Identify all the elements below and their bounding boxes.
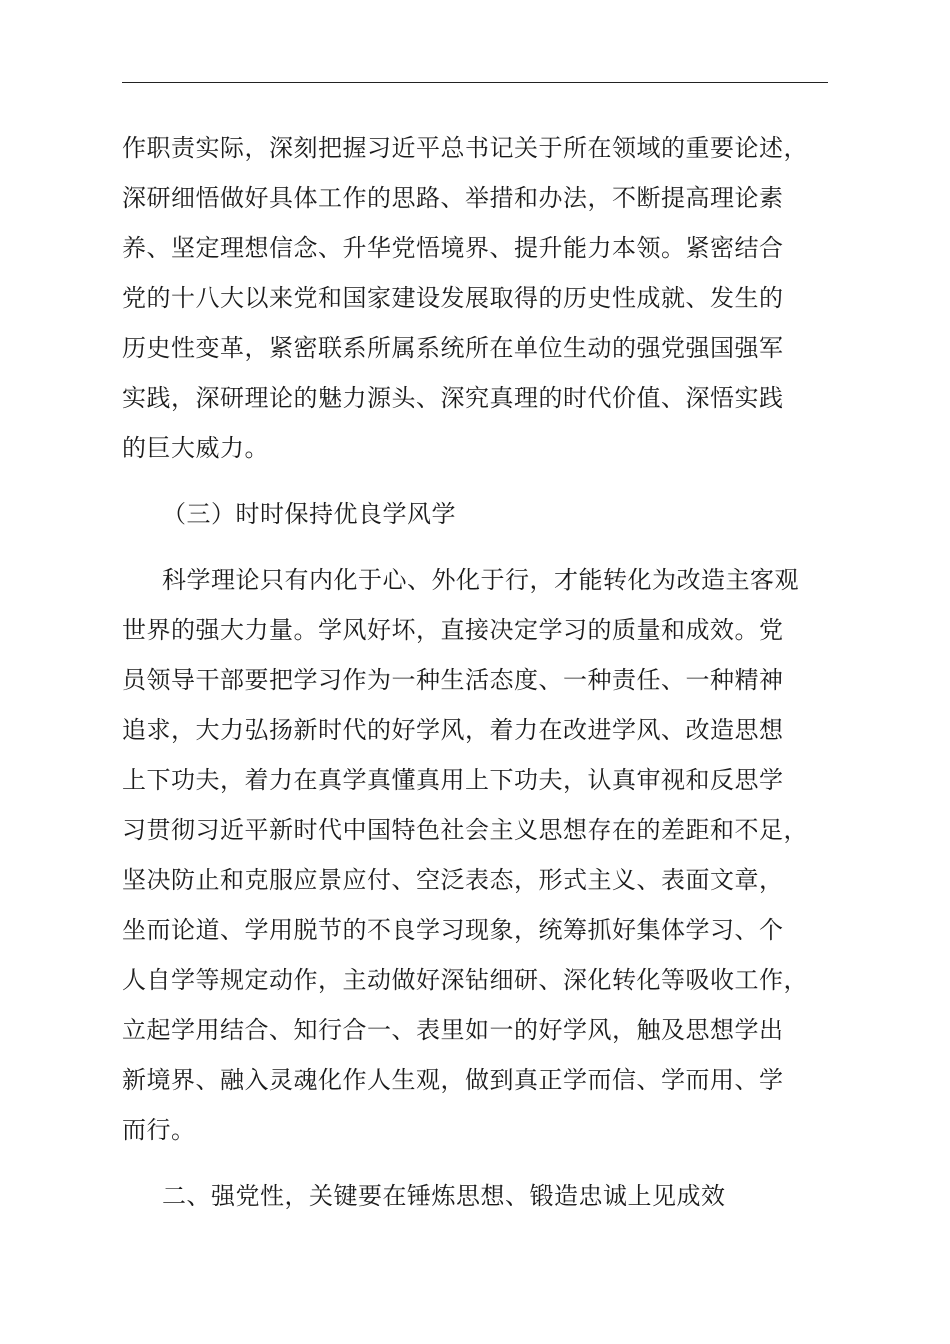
section-heading: （三）时时保持优良学风学 <box>162 500 456 528</box>
text-line: 人自学等规定动作，主动做好深钻细研、深化转化等吸收工作， <box>122 966 808 994</box>
text-line: 养、坚定理想信念、升华党悟境界、提升能力本领。紧密结合 <box>122 234 784 262</box>
text-line: 历史性变革，紧密联系所属系统所在单位生动的强党强国强军 <box>122 334 784 362</box>
header-rule <box>122 82 828 83</box>
text-line: 坚决防止和克服应景应付、空泛表态，形式主义、表面文章， <box>122 866 784 894</box>
text-line: 世界的强大力量。学风好坏，直接决定学习的质量和成效。党 <box>122 616 784 644</box>
text-line: 的巨大威力。 <box>122 434 269 462</box>
text-line: 作职责实际，深刻把握习近平总书记关于所在领域的重要论述， <box>122 134 808 162</box>
text-line: 深研细悟做好具体工作的思路、举措和办法，不断提高理论素 <box>122 184 784 212</box>
text-line: 习贯彻习近平新时代中国特色社会主义思想存在的差距和不足， <box>122 816 808 844</box>
section-heading: 二、强党性，关键要在锤炼思想、锻造忠诚上见成效 <box>162 1182 726 1210</box>
text-line: 坐而论道、学用脱节的不良学习现象，统筹抓好集体学习、个 <box>122 916 784 944</box>
text-line: 上下功夫，着力在真学真懂真用上下功夫，认真审视和反思学 <box>122 766 784 794</box>
text-line: 员领导干部要把学习作为一种生活态度、一种责任、一种精神 <box>122 666 784 694</box>
text-line: 科学理论只有内化于心、外化于行，才能转化为改造主客观 <box>162 566 799 594</box>
text-line: 而行。 <box>122 1116 196 1144</box>
text-line: 实践，深研理论的魅力源头、深究真理的时代价值、深悟实践 <box>122 384 784 412</box>
text-line: 立起学用结合、知行合一、表里如一的好学风，触及思想学出 <box>122 1016 784 1044</box>
text-line: 新境界、融入灵魂化作人生观，做到真正学而信、学而用、学 <box>122 1066 784 1094</box>
text-line: 追求，大力弘扬新时代的好学风，着力在改进学风、改造思想 <box>122 716 784 744</box>
text-line: 党的十八大以来党和国家建设发展取得的历史性成就、发生的 <box>122 284 784 312</box>
